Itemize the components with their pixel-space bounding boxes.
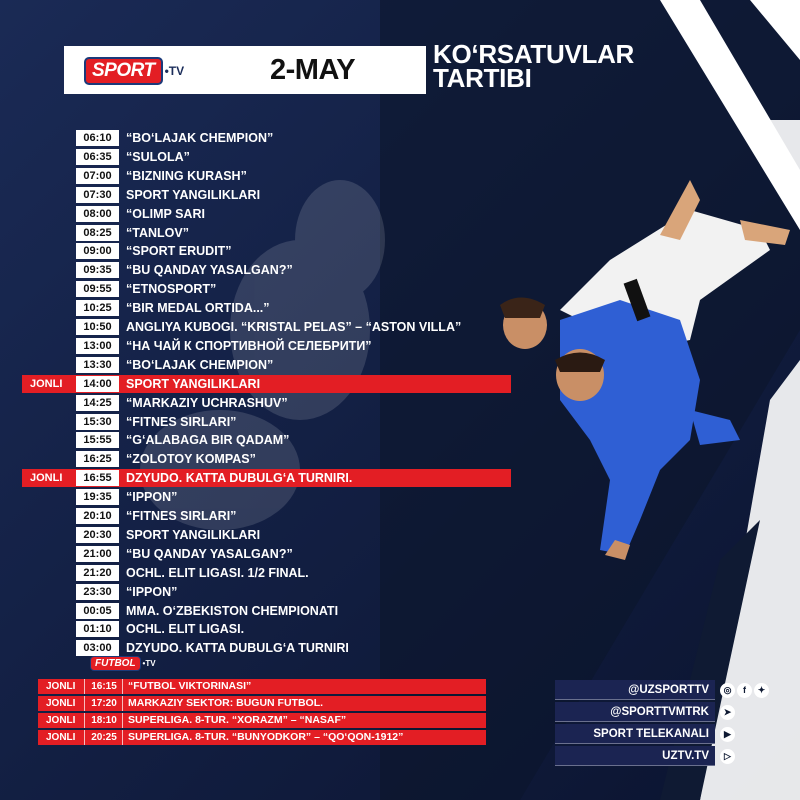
- schedule-program: “G‘ALABAGA BIR QADAM”: [126, 433, 290, 448]
- schedule-date: 2-MAY: [270, 54, 356, 86]
- instagram-icon[interactable]: [720, 683, 735, 698]
- schedule-time: 14:00: [76, 376, 119, 392]
- schedule-row: [0, 148, 520, 166]
- schedule-row: [0, 337, 520, 355]
- futbol-program: SUPERLIGA. 8-TUR. “BUNYODKOR” – “QO‘QON-1912”: [128, 731, 404, 743]
- schedule-row: [0, 431, 520, 449]
- divider: [122, 679, 123, 694]
- schedule-row: [0, 507, 520, 525]
- futbol-row-live: [38, 679, 486, 694]
- schedule-row: [0, 488, 520, 506]
- social-handle: @UZSPORTTV: [628, 684, 709, 696]
- schedule-program: “IPPON”: [126, 490, 178, 505]
- schedule-time: 16:25: [76, 451, 119, 467]
- schedule-row: [0, 602, 520, 620]
- schedule-row: [0, 620, 520, 638]
- schedule-time: 15:30: [76, 414, 119, 430]
- schedule-program: “SULOLA”: [126, 149, 190, 164]
- schedule-program: “BU QANDAY YASALGAN?”: [126, 546, 293, 561]
- schedule-program: “BO‘LAJAK CHEMPION”: [126, 131, 274, 145]
- schedule-program: MMA. O‘ZBEKISTON CHEMPIONATI: [126, 603, 339, 618]
- futbol-program: MARKAZIY SEKTOR: BUGUN FUTBOL.: [128, 697, 324, 709]
- futbol-time: 20:25: [91, 732, 117, 743]
- schedule-program: SPORT YANGILIKLARI: [126, 527, 261, 542]
- schedule-time: 23:30: [76, 584, 119, 600]
- schedule-time: 10:25: [76, 300, 119, 316]
- futbol-time: 18:10: [91, 715, 117, 726]
- social-icon-group: [720, 748, 737, 766]
- play-icon[interactable]: [720, 749, 735, 764]
- schedule-program: ANGLIYA KUBOGI. “KRISTAL PELAS” – “ASTON VILLA”: [126, 320, 462, 334]
- schedule-program: “TANLOV”: [126, 225, 189, 240]
- schedule-row: [0, 280, 520, 298]
- page-title: [433, 39, 635, 93]
- schedule-row: [0, 356, 520, 374]
- schedule-time: 20:30: [76, 527, 119, 543]
- schedule-row: [0, 639, 520, 657]
- twitter-icon[interactable]: [754, 683, 769, 698]
- schedule-program: DZYUDO. KATTA DUBULG‘A TURNIRI.: [126, 471, 353, 486]
- schedule-row: [0, 299, 520, 317]
- schedule-program: “SPORT ERUDIT”: [126, 244, 232, 259]
- telegram-icon[interactable]: [720, 705, 735, 720]
- schedule-program: “ETNOSPORT”: [126, 282, 217, 297]
- schedule-program: “FITNES SIRLARI”: [126, 509, 237, 523]
- futbol-program: SUPERLIGA. 8-TUR. “XORAZM” – “NASAF”: [128, 714, 347, 726]
- futbol-row-live: [38, 696, 486, 711]
- facebook-icon[interactable]: [737, 683, 752, 698]
- schedule-time: 01:10: [76, 621, 119, 637]
- social-icon-group: [720, 726, 737, 744]
- futbol-logo-text: FUTBOL: [90, 656, 141, 671]
- schedule-program: “IPPON”: [126, 584, 178, 599]
- facebook-icon-glyph: f: [743, 685, 746, 696]
- social-link-row[interactable]: [555, 746, 715, 766]
- schedule-time: 03:00: [76, 640, 119, 656]
- schedule-program: DZYUDO. KATTA DUBULG‘A TURNIRI: [126, 641, 349, 656]
- divider: [84, 730, 85, 745]
- schedule-row: [0, 242, 520, 260]
- schedule-program: “FITNES SIRLARI”: [126, 414, 237, 429]
- divider: [84, 713, 85, 728]
- social-icon-group: [720, 704, 737, 722]
- schedule-time: 20:10: [76, 508, 119, 524]
- schedule-row: [0, 450, 520, 468]
- live-label: JONLI: [46, 698, 76, 709]
- schedule-time: 16:55: [76, 470, 119, 486]
- live-label: JONLI: [46, 681, 76, 692]
- schedule-program: “MARKAZIY UCHRASHUV”: [126, 395, 288, 410]
- schedule-time: 09:35: [76, 262, 119, 278]
- social-link-row[interactable]: [555, 680, 715, 700]
- schedule-time: 13:30: [76, 357, 119, 373]
- telegram-icon-glyph: ➤: [723, 707, 732, 718]
- schedule-time: 00:05: [76, 603, 119, 619]
- futbol-program: “FUTBOL VIKTORINASI”: [128, 680, 252, 692]
- schedule-time: 07:30: [76, 187, 119, 203]
- title-line-1: KO‘RSATUVLAR: [433, 39, 635, 69]
- schedule-program: SPORT YANGILIKLARI: [126, 187, 261, 202]
- schedule-program: “BIZNING KURASH”: [126, 168, 247, 183]
- schedule-row: [0, 394, 520, 412]
- schedule-row: [0, 583, 520, 601]
- schedule-row: [0, 564, 520, 582]
- schedule-time: 07:00: [76, 168, 119, 184]
- schedule-row: [0, 526, 520, 544]
- schedule-time: 21:00: [76, 546, 119, 562]
- instagram-icon-glyph: ◎: [723, 685, 732, 696]
- schedule-row: [0, 205, 520, 223]
- schedule-time: 19:35: [76, 489, 119, 505]
- schedule-time: 21:20: [76, 565, 119, 581]
- youtube-icon[interactable]: [720, 727, 735, 742]
- schedule-time: 14:25: [76, 395, 119, 411]
- play-icon-glyph: ▷: [724, 751, 731, 762]
- schedule-time: 08:25: [76, 225, 119, 241]
- youtube-icon-glyph: ▶: [724, 729, 731, 740]
- title-line-2: TARTIBI: [433, 63, 532, 93]
- divider: [122, 696, 123, 711]
- live-label: JONLI: [46, 732, 76, 743]
- futbol-row-live: [38, 713, 486, 728]
- schedule-program: “BU QANDAY YASALGAN?”: [126, 263, 293, 278]
- schedule-time: 15:55: [76, 432, 119, 448]
- divider: [84, 679, 85, 694]
- schedule-row: [0, 318, 520, 336]
- logo-tv-text: •TV: [164, 64, 185, 78]
- social-icon-group: [720, 682, 771, 700]
- futbol-logo-tv: •TV: [142, 659, 156, 668]
- social-handle: UZTV.TV: [662, 750, 709, 762]
- schedule-time: 10:50: [76, 319, 119, 335]
- futbol-time: 16:15: [91, 681, 117, 692]
- schedule-row: [0, 186, 520, 204]
- live-label: JONLI: [46, 715, 76, 726]
- divider: [84, 696, 85, 711]
- schedule-row: [0, 413, 520, 431]
- schedule-program: “BO‘LAJAK CHEMPION”: [126, 357, 274, 372]
- schedule-time: 08:00: [76, 206, 119, 222]
- social-handle: SPORT TELEKANALI: [593, 728, 709, 740]
- schedule-time: 13:00: [76, 338, 119, 354]
- schedule-program: “BIR MEDAL ORTIDA...”: [126, 301, 270, 316]
- live-label: JONLI: [30, 472, 63, 485]
- schedule-time: 06:10: [76, 130, 119, 146]
- schedule-row: [0, 224, 520, 242]
- futbol-time: 17:20: [91, 698, 117, 709]
- schedule-row-live: [0, 375, 520, 393]
- live-label: JONLI: [30, 377, 63, 390]
- schedule-program: OCHL. ELIT LIGASI.: [126, 622, 245, 637]
- social-link-row[interactable]: [555, 702, 715, 722]
- social-link-row[interactable]: [555, 724, 715, 744]
- schedule-program: OCHL. ELIT LIGASI. 1/2 FINAL.: [126, 565, 309, 580]
- schedule-program: “НА ЧАЙ К СПОРТИВНОЙ СЕЛЕБРИТИ”: [126, 338, 372, 353]
- sport-tv-logo: [84, 58, 184, 84]
- futbol-row-live: [38, 730, 486, 745]
- schedule-program: “OLIMP SARI: [126, 206, 205, 221]
- schedule-program: SPORT YANGILIKLARI: [126, 376, 261, 391]
- schedule-row-live: [0, 469, 520, 487]
- schedule-program: “ZOLOTOY KOMPAS”: [126, 452, 256, 467]
- divider: [122, 713, 123, 728]
- futbol-tv-logo: [90, 656, 156, 671]
- social-handle: @SPORTTVMTRK: [610, 706, 709, 718]
- schedule-row: [0, 129, 520, 147]
- divider: [122, 730, 123, 745]
- schedule-time: 09:00: [76, 243, 119, 259]
- schedule-row: [0, 167, 520, 185]
- schedule-row: [0, 261, 520, 279]
- schedule-time: 06:35: [76, 149, 119, 165]
- logo-sport-text: SPORT: [84, 57, 163, 85]
- twitter-icon-glyph: ✦: [757, 685, 766, 696]
- schedule-time: 09:55: [76, 281, 119, 297]
- schedule-row: [0, 545, 520, 563]
